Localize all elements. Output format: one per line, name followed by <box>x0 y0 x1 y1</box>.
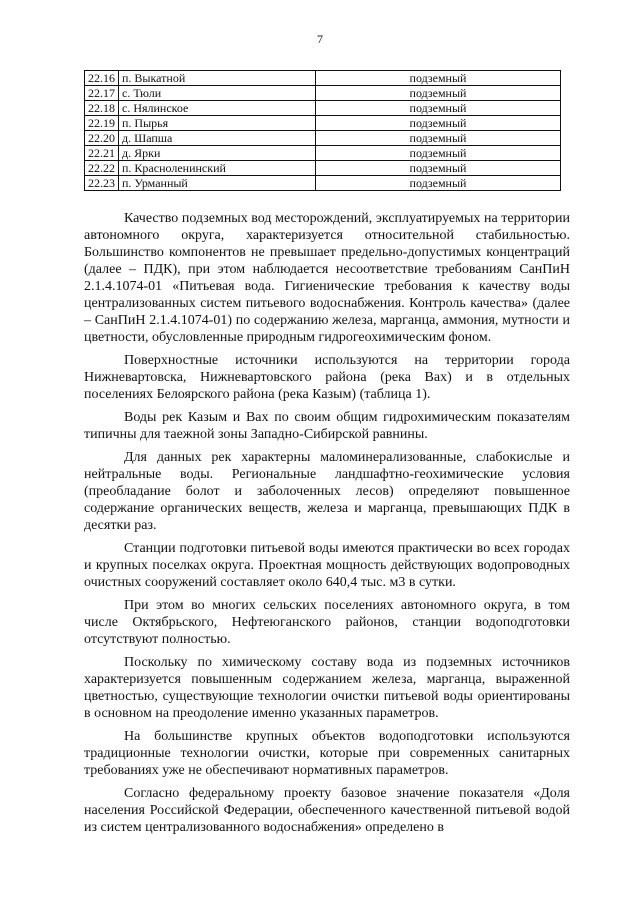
settlement-name: п. Выкатной <box>119 71 316 86</box>
table-row <box>85 71 561 86</box>
paragraph: Для данных рек характерны маломинерализованные, слабокислые и нейтральные воды. Региональные ландшафтно-геохимические условия (преобладание болот и заболоченных лесов) определяют повышенное содержание органических веществ, железа и марганца, превышающих ПДК в десятки раз. <box>84 450 570 533</box>
source-type: подземный <box>316 161 561 176</box>
source-type: подземный <box>316 101 561 116</box>
settlement-name: с. Нялинское <box>119 101 316 116</box>
settlement-name: п. Урманный <box>119 176 316 191</box>
paragraph: Качество подземных вод месторождений, эксплуатируемых на территории автономного округа, характеризуется относительной стабильностью. Большинство компонентов не превышает предельно-допустимых концентраций (далее – ПДК), при этом наблюдается несоответствие требованиям СанПиН 2.1.4.1074-01 «Питьевая вода. Гигиенические требования к качеству воды централизованных систем питьевого водоснабжения. Контроль качества» (далее – СанПиН 2.1.4.1074-01) по содержанию железа, марганца, аммония, мутности и цветности, обусловленные природным гидрогеохимическим фоном. <box>84 211 570 345</box>
paragraph: Воды рек Казым и Вах по своим общим гидрохимическим показателям типичны для таежной зоны Западно-Сибирской равнины. <box>84 410 570 442</box>
row-number: 22.18 <box>85 101 119 116</box>
table-row <box>85 131 561 146</box>
source-type: подземный <box>316 176 561 191</box>
settlement-name: с. Тюли <box>119 86 316 101</box>
paragraph: Поскольку по химическому составу вода из подземных источников характеризуется повышенным содержанием железа, марганца, выраженной цветностью, существующие технологии очистки питьевой воды ориентированы в основном на преодоление именно указанных параметров. <box>84 655 570 721</box>
row-number: 22.17 <box>85 86 119 101</box>
settlement-name: д. Шапша <box>119 131 316 146</box>
row-number: 22.20 <box>85 131 119 146</box>
table-row <box>85 161 561 176</box>
paragraph: Поверхностные источники используются на территории города Нижневартовска, Нижневартовского района (река Вах) и в отдельных поселениях Белоярского района (река Казым) (таблица 1). <box>84 353 570 402</box>
settlements-table <box>84 70 561 191</box>
row-number: 22.19 <box>85 116 119 131</box>
table-row <box>85 116 561 131</box>
row-number: 22.21 <box>85 146 119 161</box>
row-number: 22.22 <box>85 161 119 176</box>
table-row <box>85 146 561 161</box>
settlement-name: п. Красноленинский <box>119 161 316 176</box>
table-row <box>85 176 561 191</box>
source-type: подземный <box>316 146 561 161</box>
table-row <box>85 101 561 116</box>
paragraph: Согласно федеральному проекту базовое значение показателя «Доля населения Российской Федерации, обеспеченного качественной питьевой водой из систем централизованного водоснабжения» определено в <box>84 786 570 835</box>
table-row <box>85 86 561 101</box>
settlement-name: д. Ярки <box>119 146 316 161</box>
source-type: подземный <box>316 116 561 131</box>
body-text <box>84 210 570 842</box>
paragraph: При этом во многих сельских поселениях автономного округа, в том числе Октябрьского, Нефтеюганского районов, станции водоподготовки отсутствуют полностью. <box>84 598 570 647</box>
source-type: подземный <box>316 131 561 146</box>
paragraph: Станции подготовки питьевой воды имеются практически во всех городах и крупных поселках округа. Проектная мощность действующих водопроводных очистных сооружений составляет около 640,4 тыс. м3 в сутки. <box>84 541 570 590</box>
settlement-name: п. Пырья <box>119 116 316 131</box>
row-number: 22.23 <box>85 176 119 191</box>
source-type: подземный <box>316 71 561 86</box>
paragraph: На большинстве крупных объектов водоподготовки используются традиционные технологии очистки, которые при современных санитарных требованиях уже не обеспечивают нормативных параметров. <box>84 729 570 778</box>
row-number: 22.16 <box>85 71 119 86</box>
page-number: 7 <box>317 32 323 46</box>
source-type: подземный <box>316 86 561 101</box>
